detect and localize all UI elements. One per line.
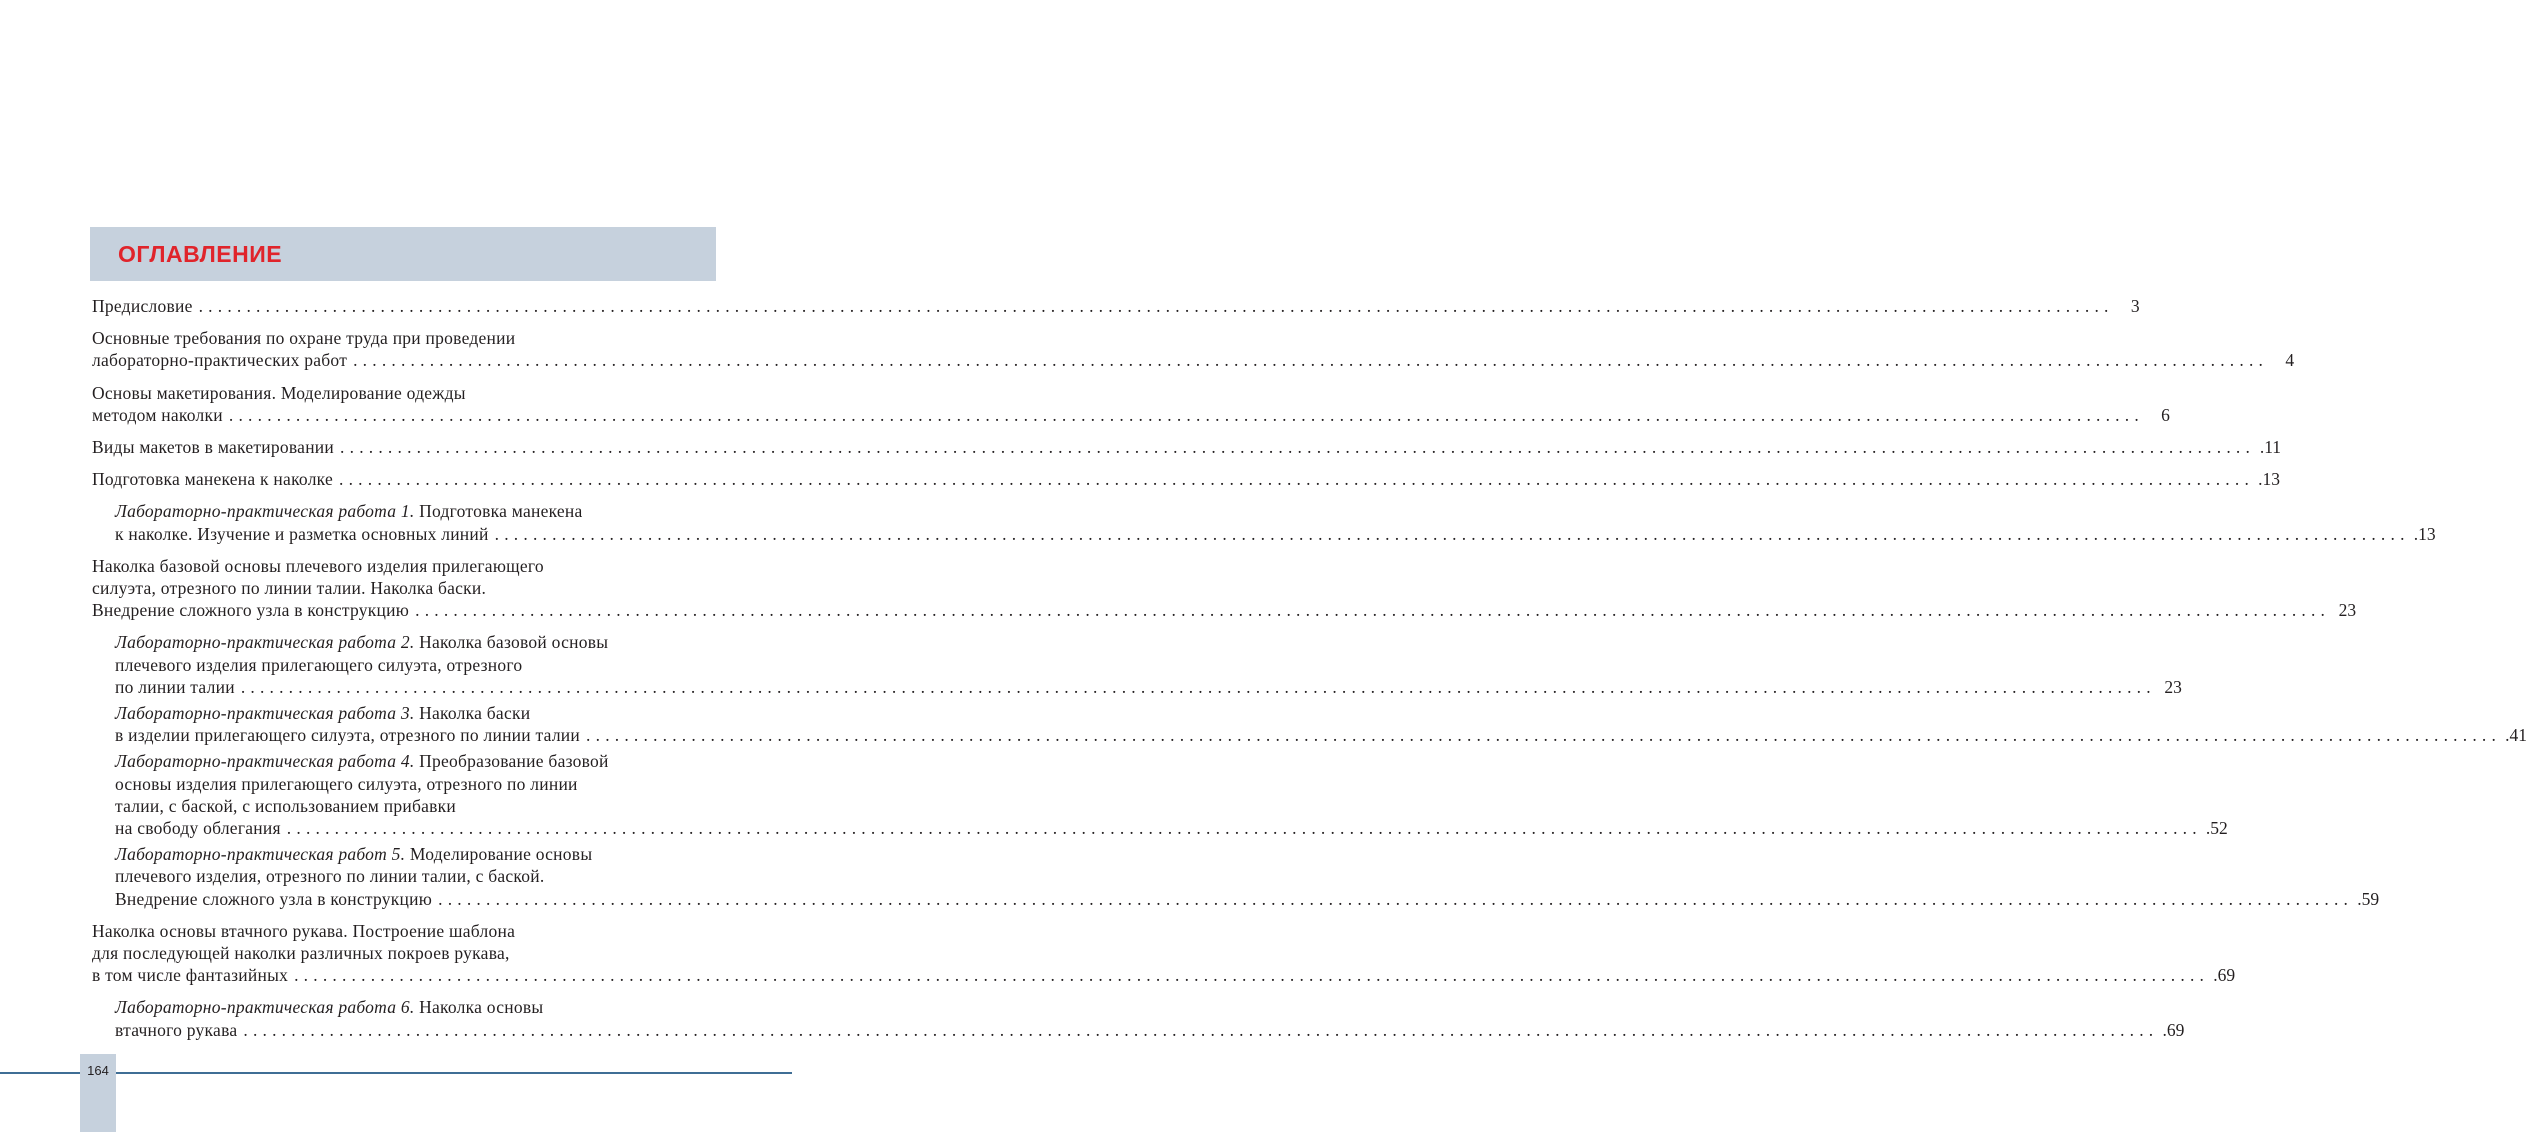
toc-entry-first-line (115, 843, 715, 865)
toc-entry-final-line (92, 404, 2170, 426)
toc-entry[interactable] (92, 295, 2140, 317)
toc-entry-final-line (92, 468, 2281, 490)
dot-leader: ........................................................................................................................................................................................................ (586, 725, 2502, 746)
toc-page-number[interactable]: 23 (2338, 600, 2357, 621)
dot-leader: ........................................................................................................................................................................................................ (494, 523, 2410, 544)
footer-rule-left (0, 1072, 80, 1074)
toc-subentry[interactable] (92, 702, 2527, 746)
toc-entry[interactable] (92, 382, 2170, 426)
toc-page-number[interactable]: 23 (2164, 676, 2182, 697)
toc-entry[interactable] (92, 436, 2282, 458)
dot-leader: ........................................................................................................................................................................................................ (339, 469, 2255, 490)
footer-rule-right (116, 1072, 792, 1074)
toc-work-title: Подготовка манекена (414, 501, 583, 522)
toc-entry-line: талии, с баской, с использованием прибавки (115, 795, 457, 816)
toc-page-number[interactable]: 6 (2161, 404, 2170, 425)
toc-entry-line: Наколка основы втачного рукава. Построение шаблона (92, 920, 516, 941)
dot-leader: ........................................................................................................................................................................................................ (294, 965, 2210, 986)
toc-entry-text: Внедрение сложного узла в конструкцию (92, 600, 410, 621)
toc-entry[interactable] (92, 468, 2281, 490)
dot-leader: ........................................................................................................................................................................................................ (353, 350, 2269, 371)
toc-page-number[interactable]: .13 (2258, 469, 2281, 490)
toc-page-number[interactable]: .52 (2205, 818, 2228, 839)
toc-entry-first-line (115, 702, 715, 724)
toc-entry-final-line (115, 724, 2527, 746)
toc-page-number[interactable]: .41 (2505, 725, 2527, 746)
toc-entry-line: Основы макетирования. Моделирование одежды (92, 382, 466, 403)
toc-entry-final-line (92, 295, 2140, 317)
toc-entry-first-line (115, 631, 715, 653)
toc-entry-line: Наколка базовой основы плечевого изделия прилегающего (92, 555, 544, 576)
toc-entry-text: Виды макетов в макетировании (92, 437, 335, 458)
toc-entry-text: по линии талии (115, 676, 235, 697)
dot-leader: ........................................................................................................................................................................................................ (286, 818, 2202, 839)
toc-entry-final-line (115, 888, 2380, 910)
toc-entry-text: втачного рукава (115, 1019, 238, 1040)
toc-entry-final-line (115, 523, 2436, 545)
toc-entry-text: Подготовка манекена к наколке (92, 469, 334, 490)
toc-entry-first-line (115, 750, 715, 772)
toc-subentry[interactable] (92, 631, 2182, 698)
toc-entry-line: плечевого изделия, отрезного по линии талии, с баской. (115, 866, 545, 887)
toc-work-title: Наколка базовой основы (414, 632, 609, 653)
toc-work-label: Лабораторно-практическая работа 3. (115, 703, 415, 724)
table-of-contents (92, 295, 2527, 1045)
toc-entry-text: к наколке. Изучение и разметка основных линий (115, 523, 489, 544)
dot-leader: ........................................................................................................................................................................................................ (198, 296, 2114, 316)
toc-page-number[interactable]: .69 (2213, 965, 2236, 986)
dot-leader: ........................................................................................................................................................................................................ (340, 437, 2256, 458)
toc-work-label: Лабораторно-практическая работа 6. (115, 997, 415, 1018)
toc-work-label: Лабораторно-практическая работа 1. (115, 501, 415, 522)
toc-entry[interactable] (92, 920, 2236, 987)
toc-page-number[interactable]: .59 (2357, 888, 2380, 909)
toc-page-number[interactable]: .13 (2413, 523, 2436, 544)
toc-entry-text: Предисловие (92, 296, 193, 316)
toc-entry-first-line (115, 996, 715, 1018)
toc-entry-line: Основные требования по охране труда при проведении (92, 328, 516, 349)
toc-subentry[interactable] (92, 500, 2436, 544)
toc-entry-final-line (115, 1019, 2185, 1041)
dot-leader: ........................................................................................................................................................................................................ (240, 676, 2156, 697)
toc-entry-text: методом наколки (92, 404, 223, 425)
toc-entry-final-line (92, 349, 2295, 371)
dot-leader: ........................................................................................................................................................................................................ (243, 1019, 2159, 1040)
toc-work-label: Лабораторно-практическая работа 4. (115, 751, 415, 772)
toc-entry-text: на свободу облегания (115, 818, 281, 839)
toc-entry-final-line (92, 964, 2236, 986)
toc-work-title: Наколка баски (414, 703, 531, 724)
dot-leader: ........................................................................................................................................................................................................ (415, 600, 2331, 621)
toc-entry-line: плечевого изделия прилегающего силуэта, отрезного (115, 654, 523, 675)
toc-subentry[interactable] (92, 996, 2185, 1040)
toc-entry-final-line (92, 436, 2282, 458)
toc-subentry[interactable] (92, 750, 2228, 839)
toc-entry[interactable] (92, 327, 2295, 371)
toc-work-title: Преобразование базовой (414, 751, 609, 772)
toc-work-label: Лабораторно-практическая работ 5. (115, 844, 406, 865)
toc-page-number[interactable]: .69 (2162, 1019, 2185, 1040)
toc-entry-text: в том числе фантазийных (92, 965, 289, 986)
dot-leader: ........................................................................................................................................................................................................ (228, 404, 2144, 425)
toc-entry-final-line (92, 599, 2357, 621)
dot-leader: ........................................................................................................................................................................................................ (438, 888, 2354, 909)
toc-entry-line: силуэта, отрезного по линии талии. Наколка баски. (92, 578, 487, 599)
toc-page-number[interactable]: 3 (2130, 296, 2140, 316)
toc-work-title: Моделирование основы (405, 844, 593, 865)
toc-work-label: Лабораторно-практическая работа 2. (115, 632, 415, 653)
page-number: 164 (87, 1063, 109, 1078)
toc-entry-text: Внедрение сложного узла в конструкцию (115, 888, 433, 909)
toc-entry-final-line (115, 817, 2228, 839)
toc-subentry[interactable] (92, 843, 2380, 910)
toc-page-number[interactable]: .11 (2259, 437, 2282, 458)
toc-work-title: Наколка основы (414, 997, 544, 1018)
toc-entry[interactable] (92, 555, 2357, 622)
toc-page-number[interactable]: 4 (2285, 350, 2295, 371)
toc-entry-text: лабораторно-практических работ (92, 350, 348, 371)
toc-entry-line: основы изделия прилегающего силуэта, отрезного по линии (115, 773, 578, 794)
toc-entry-text: в изделии прилегающего силуэта, отрезного по линии талии (115, 725, 581, 746)
header-band (90, 227, 716, 281)
page-title: ОГЛАВЛЕНИЕ (118, 241, 283, 267)
toc-entry-line: для последующей наколки различных покроев рукава, (92, 943, 510, 964)
toc-entry-first-line (115, 500, 715, 522)
toc-entry-final-line (115, 676, 2182, 698)
